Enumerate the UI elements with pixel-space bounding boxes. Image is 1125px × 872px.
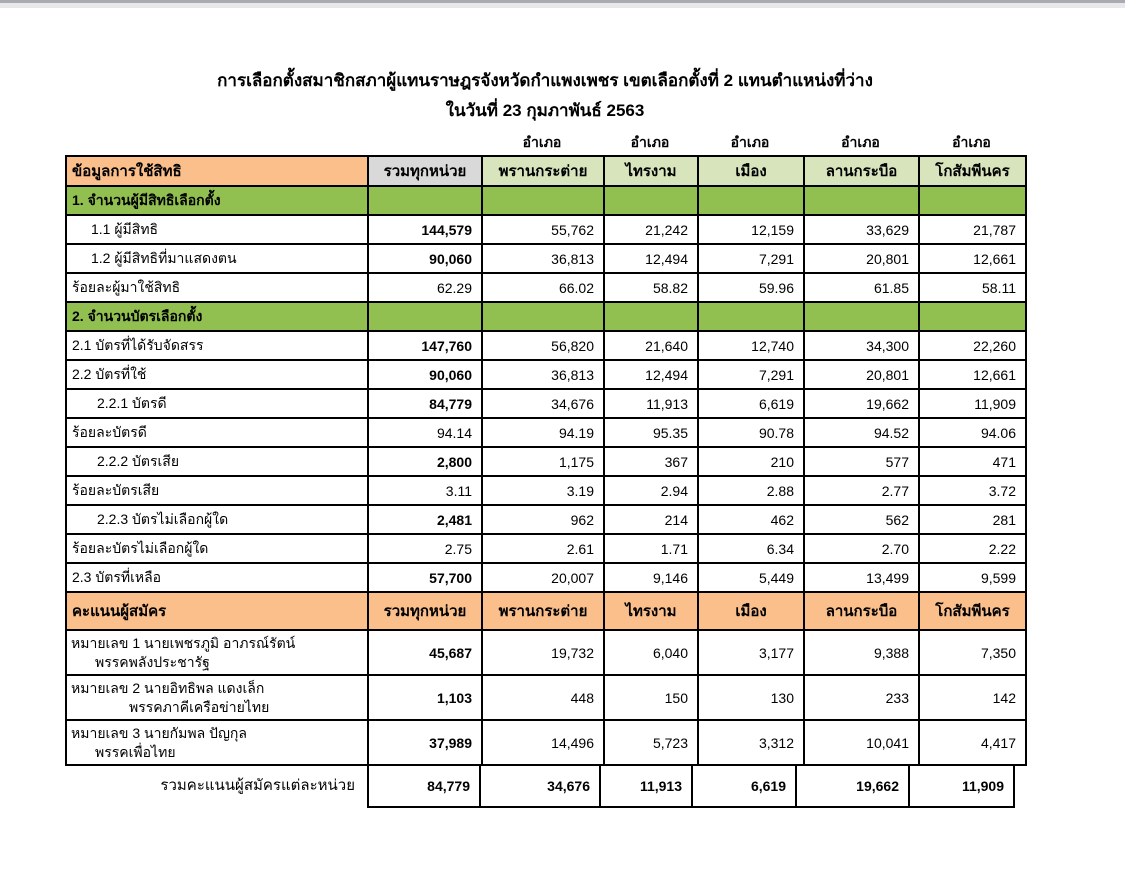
score-header-cell: โกสัมพีนคร [919, 592, 1026, 630]
amphoe-label: อำเภอ [522, 134, 562, 150]
window-top-edge [0, 0, 1125, 8]
candidate-value-cell: 448 [482, 675, 604, 720]
value-cell: 2.61 [482, 534, 604, 563]
value-cell: 6.34 [698, 534, 804, 563]
value-cell: 58.82 [604, 273, 698, 302]
candidate-value-cell: 1,103 [368, 675, 482, 720]
candidate-value-cell: 4,417 [919, 720, 1026, 765]
score-header-row [66, 592, 1026, 630]
usage-header-cell: พรานกระต่าย [482, 156, 604, 186]
value-cell: 2.75 [368, 534, 482, 563]
candidate-value-cell: 150 [604, 675, 698, 720]
usage-table [65, 155, 1027, 593]
table-row [66, 476, 1026, 505]
value-cell: 90.78 [698, 418, 804, 447]
value-cell: 144,579 [368, 215, 482, 244]
section-empty-cell [698, 186, 804, 215]
table-row [66, 447, 1026, 476]
value-cell: 56,820 [482, 331, 604, 360]
usage-header-cell: รวมทุกหน่วย [368, 156, 482, 186]
row-label-cell: ร้อยละบัตรไม่เลือกผู้ใด [66, 534, 368, 563]
value-cell: 95.35 [604, 418, 698, 447]
candidate-value-cell: 7,350 [919, 630, 1026, 675]
candidate-party: พรรคภาคีเครือข่ายไทย [129, 698, 270, 715]
candidate-value-cell: 37,989 [368, 720, 482, 765]
title-line-2: ในวันที่ 23 กุมภาพันธ์ 2563 [445, 101, 645, 120]
value-cell: 22,260 [919, 331, 1026, 360]
value-cell: 36,813 [482, 244, 604, 273]
candidate-value-cell: 10,041 [804, 720, 919, 765]
section-empty-cell [804, 302, 919, 331]
row-label-cell: 1.1 ผู้มีสิทธิ [66, 215, 368, 244]
value-cell: 2.70 [804, 534, 919, 563]
value-cell: 367 [604, 447, 698, 476]
value-cell: 11,913 [604, 389, 698, 418]
amphoe-label: อำเภอ [630, 134, 670, 150]
section-empty-cell [482, 302, 604, 331]
value-cell: 1,175 [482, 447, 604, 476]
table-row [66, 331, 1026, 360]
amphoe-label: อำเภอ [841, 134, 880, 150]
section-empty-cell [804, 186, 919, 215]
candidate-party: พรรคพลังประชารัฐ [95, 653, 210, 670]
value-cell: 7,291 [698, 360, 804, 389]
value-cell: 34,300 [804, 331, 919, 360]
row-label-cell: ร้อยละบัตรเสีย [66, 476, 368, 505]
row-label-cell: 1.2 ผู้มีสิทธิที่มาแสดงตน [66, 244, 368, 273]
value-cell: 61.85 [804, 273, 919, 302]
score-header-cell: เมือง [698, 592, 804, 630]
value-cell: 21,640 [604, 331, 698, 360]
total-value-cell: 11,913 [599, 764, 693, 808]
row-label-cell: 2.3 บัตรที่เหลือ [66, 563, 368, 592]
value-cell: 462 [698, 505, 804, 534]
value-cell: 13,499 [804, 563, 919, 592]
usage-header-cell: เมือง [698, 156, 804, 186]
usage-table-body [66, 156, 1026, 592]
candidate-value-cell: 6,040 [604, 630, 698, 675]
value-cell: 12,661 [919, 244, 1026, 273]
value-cell: 12,159 [698, 215, 804, 244]
usage-header-title-cell: ข้อมูลการใช้สิทธิ [66, 156, 368, 186]
usage-header-cell: โกสัมพีนคร [919, 156, 1026, 186]
value-cell: 9,599 [919, 563, 1026, 592]
candidate-label-cell [66, 720, 368, 765]
candidate-value-cell: 45,687 [368, 630, 482, 675]
value-cell: 3.11 [368, 476, 482, 505]
value-cell: 2.22 [919, 534, 1026, 563]
value-cell: 59.96 [698, 273, 804, 302]
value-cell: 20,801 [804, 244, 919, 273]
value-cell: 11,909 [919, 389, 1026, 418]
value-cell: 94.19 [482, 418, 604, 447]
candidate-value-cell: 130 [698, 675, 804, 720]
score-header-cell: รวมทุกหน่วย [368, 592, 482, 630]
score-table [65, 591, 1027, 766]
table-row [66, 389, 1026, 418]
value-cell: 9,146 [604, 563, 698, 592]
value-cell: 58.11 [919, 273, 1026, 302]
table-row [66, 534, 1026, 563]
value-cell: 20,801 [804, 360, 919, 389]
value-cell: 962 [482, 505, 604, 534]
candidate-value-cell: 9,388 [804, 630, 919, 675]
row-label-cell: 2.2.3 บัตรไม่เลือกผู้ใด [66, 505, 368, 534]
candidate-value-cell: 14,496 [482, 720, 604, 765]
amphoe-label: อำเภอ [730, 134, 770, 150]
total-row-label: รวมคะแนนผู้สมัครแต่ละหน่วย [160, 777, 355, 794]
usage-header-cell: ไทรงาม [604, 156, 698, 186]
score-header-title-cell: คะแนนผู้สมัคร [66, 592, 368, 630]
candidate-value-cell: 3,177 [698, 630, 804, 675]
candidate-label-cell [66, 630, 368, 675]
section-label-cell: 1. จำนวนผู้มีสิทธิเลือกตั้ง [66, 186, 368, 215]
table-row [66, 360, 1026, 389]
score-header-cell: ลานกระบือ [804, 592, 919, 630]
value-cell: 66.02 [482, 273, 604, 302]
total-value-cell: 19,662 [795, 764, 910, 808]
table-row [66, 418, 1026, 447]
total-value-cell: 11,909 [908, 764, 1015, 808]
value-cell: 94.14 [368, 418, 482, 447]
report-tables [65, 155, 1025, 808]
section-label-cell: 2. จำนวนบัตรเลือกตั้ง [66, 302, 368, 331]
value-cell: 562 [804, 505, 919, 534]
value-cell: 577 [804, 447, 919, 476]
value-cell: 62.29 [368, 273, 482, 302]
amphoe-label: อำเภอ [952, 134, 991, 150]
value-cell: 2.94 [604, 476, 698, 505]
value-cell: 20,007 [482, 563, 604, 592]
candidate-party: พรรคเพื่อไทย [95, 743, 176, 760]
value-cell: 12,740 [698, 331, 804, 360]
section-empty-cell [919, 186, 1026, 215]
value-cell: 5,449 [698, 563, 804, 592]
row-label-cell: ร้อยละบัตรดี [66, 418, 368, 447]
value-cell: 36,813 [482, 360, 604, 389]
value-cell: 147,760 [368, 331, 482, 360]
value-cell: 1.71 [604, 534, 698, 563]
score-table-body [66, 592, 1026, 765]
candidate-name: หมายเลข 2 นายอิทธิพล แดงเล็ก [71, 679, 265, 696]
table-row [66, 186, 1026, 215]
candidate-row [66, 720, 1026, 765]
total-value-cell: 6,619 [691, 764, 797, 808]
section-empty-cell [698, 302, 804, 331]
value-cell: 7,291 [698, 244, 804, 273]
section-empty-cell [604, 186, 698, 215]
value-cell: 21,242 [604, 215, 698, 244]
value-cell: 6,619 [698, 389, 804, 418]
table-row [66, 505, 1026, 534]
value-cell: 12,494 [604, 360, 698, 389]
section-empty-cell [604, 302, 698, 331]
value-cell: 94.52 [804, 418, 919, 447]
value-cell: 12,661 [919, 360, 1026, 389]
total-value-cell: 34,676 [479, 764, 601, 808]
section-empty-cell [368, 186, 482, 215]
table-row [66, 302, 1026, 331]
candidate-value-cell: 3,312 [698, 720, 804, 765]
candidate-value-cell: 5,723 [604, 720, 698, 765]
value-cell: 94.06 [919, 418, 1026, 447]
value-cell: 90,060 [368, 360, 482, 389]
usage-header-row [66, 156, 1026, 186]
total-value-cell: 84,779 [367, 764, 481, 808]
value-cell: 3.19 [482, 476, 604, 505]
value-cell: 471 [919, 447, 1026, 476]
row-label-cell: 2.2.1 บัตรดี [66, 389, 368, 418]
value-cell: 2,800 [368, 447, 482, 476]
value-cell: 210 [698, 447, 804, 476]
candidate-value-cell: 19,732 [482, 630, 604, 675]
value-cell: 84,779 [368, 389, 482, 418]
value-cell: 33,629 [804, 215, 919, 244]
value-cell: 90,060 [368, 244, 482, 273]
candidate-name: หมายเลข 1 นายเพชรภูมิ อาภรณ์รัตน์ [71, 634, 296, 651]
value-cell: 19,662 [804, 389, 919, 418]
table-row [66, 563, 1026, 592]
value-cell: 55,762 [482, 215, 604, 244]
score-header-cell: พรานกระต่าย [482, 592, 604, 630]
value-cell: 2,481 [368, 505, 482, 534]
candidate-name: หมายเลข 3 นายกัมพล ปัญกุล [71, 724, 247, 741]
score-header-cell: ไทรงาม [604, 592, 698, 630]
value-cell: 214 [604, 505, 698, 534]
row-label-cell: 2.1 บัตรที่ได้รับจัดสรร [66, 331, 368, 360]
value-cell: 34,676 [482, 389, 604, 418]
amphoe-label-row [481, 131, 1025, 153]
value-cell: 12,494 [604, 244, 698, 273]
title-line-1: การเลือกตั้งสมาชิกสภาผู้แทนราษฎรจังหวัดกำแพงเพชร เขตเลือกตั้งที่ 2 แทนตำแหน่งที่ว่าง [217, 71, 873, 90]
candidate-value-cell: 142 [919, 675, 1026, 720]
candidate-row [66, 675, 1026, 720]
row-label-cell: 2.2.2 บัตรเสีย [66, 447, 368, 476]
value-cell: 57,700 [368, 563, 482, 592]
section-empty-cell [482, 186, 604, 215]
value-cell: 3.72 [919, 476, 1026, 505]
total-row [65, 764, 1025, 808]
section-empty-cell [368, 302, 482, 331]
document-title [65, 66, 1025, 126]
candidate-row [66, 630, 1026, 675]
value-cell: 2.88 [698, 476, 804, 505]
section-empty-cell [919, 302, 1026, 331]
table-row [66, 215, 1026, 244]
value-cell: 281 [919, 505, 1026, 534]
candidate-label-cell [66, 675, 368, 720]
row-label-cell: 2.2 บัตรที่ใช้ [66, 360, 368, 389]
row-label-cell: ร้อยละผู้มาใช้สิทธิ [66, 273, 368, 302]
table-row [66, 273, 1026, 302]
value-cell: 21,787 [919, 215, 1026, 244]
value-cell: 2.77 [804, 476, 919, 505]
table-row [66, 244, 1026, 273]
candidate-value-cell: 233 [804, 675, 919, 720]
usage-header-cell: ลานกระบือ [804, 156, 919, 186]
